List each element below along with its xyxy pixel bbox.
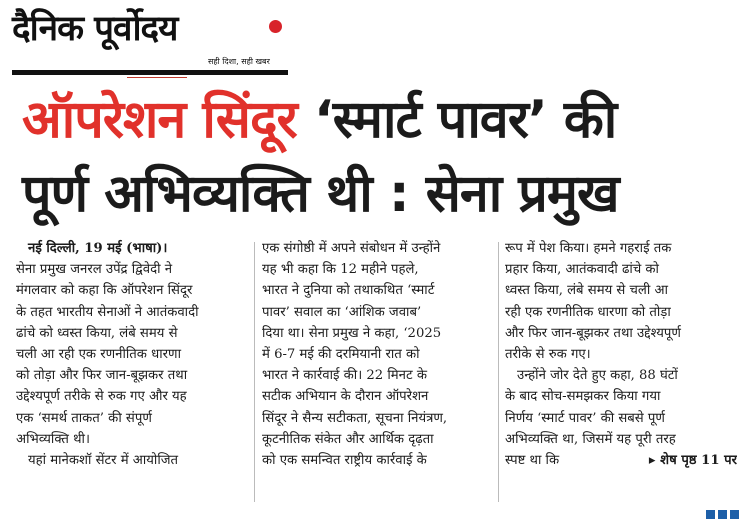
headline-line-2: पूर्ण अभिव्यक्ति थी : सेना प्रमुख: [22, 164, 619, 224]
article-column-2: [262, 238, 492, 471]
page-corner-marks: [703, 504, 739, 523]
corner-block: [730, 510, 739, 519]
article-line: अभिव्यक्ति थी।: [16, 431, 90, 447]
article-line: स्पष्ट था कि: [505, 453, 560, 469]
corner-block: [706, 510, 715, 519]
article-line: को एक समन्वित राष्ट्रीय कार्रवाई के: [262, 453, 427, 469]
newspaper-logo: दैनिक पूर्वोदय: [12, 9, 178, 49]
article-line: यह भी कहा कि 12 महीने पहले,: [262, 262, 419, 278]
article-line: और फिर जान-बूझकर तथा उद्देश्यपूर्ण: [505, 325, 681, 341]
article-line: के बाद सोच-समझकर किया गया: [505, 389, 661, 405]
article-line: ध्वस्त किया, लंबे समय से चली आ: [505, 283, 668, 299]
article-line: सटीक अभियान के दौरान ऑपरेशन: [262, 389, 429, 405]
column-divider: [254, 242, 255, 502]
article-line: प्रहार किया, आतंकवादी ढांचे को: [505, 262, 659, 278]
masthead-rule: [12, 70, 288, 75]
article-line: को तोड़ा और फिर जान-बूझकर तथा: [16, 368, 188, 384]
article-line: अभिव्यक्ति था, जिसमें यह पूरी तरह: [505, 431, 676, 447]
continued-on-page[interactable]: ▸ शेष पृष्ठ 11 पर: [648, 453, 737, 469]
headline-red-part: ऑपरेशन सिंदूर: [22, 90, 297, 150]
masthead: [12, 4, 290, 72]
article-line: उद्देश्यपूर्ण तरीके से रुक गए और यह: [16, 389, 187, 405]
article-line: में 6-7 मई की दरमियानी रात को: [262, 347, 420, 363]
article-line: सेना प्रमुख जनरल उपेंद्र द्विवेदी ने: [16, 262, 173, 278]
article-line: उन्होंने जोर देते हुए कहा, 88 घंटों: [517, 368, 678, 384]
article-column-3: [505, 238, 737, 471]
article-line: निर्णय ‘स्मार्ट पावर’ की सबसे पूर्ण: [505, 410, 665, 426]
article-column-1: [16, 238, 246, 471]
article-line: रही एक रणनीतिक धारणा को तोड़ा: [505, 304, 671, 320]
article-line: मंगलवार को कहा कि ऑपरेशन सिंदूर: [16, 283, 193, 299]
article-line: एक संगोष्ठी में अपने संबोधन में उन्होंने: [262, 241, 441, 256]
article-line: दिया था। सेना प्रमुख ने कहा, ‘2025: [262, 325, 442, 341]
article-line: यहां मानेकशॉ सेंटर में आयोजित: [28, 453, 179, 469]
article-line: भारत ने दुनिया को तथाकथित ‘स्मार्ट: [262, 283, 435, 299]
article-line: रूप में पेश किया। हमने गहराई तक: [505, 241, 672, 256]
article-line: पावर’ सवाल का ‘आंशिक जवाब’: [262, 304, 422, 320]
headline-line-1: [22, 90, 742, 150]
last-line: [505, 450, 737, 471]
column-divider: [498, 242, 499, 502]
headline-dark-part: ‘स्मार्ट पावर’ की: [313, 90, 617, 150]
logo-red-dot: [267, 18, 284, 35]
article-line: के तहत भारतीय सेनाओं ने आतंकवादी: [16, 304, 199, 320]
article-line: चली आ रही एक रणनीतिक धारणा: [16, 347, 181, 363]
article-line: सिंदूर ने सैन्य सटीकता, सूचना नियंत्रण,: [262, 410, 448, 426]
article-line: भारत ने कार्रवाई की। 22 मिनट के: [262, 368, 427, 384]
corner-block: [718, 510, 727, 519]
dateline: नई दिल्ली, 19 मई (भाषा)।: [28, 241, 168, 256]
article-line: कूटनीतिक संकेत और आर्थिक दृढ़ता: [262, 431, 434, 447]
article-line: ढांचे को ध्वस्त किया, लंबे समय से: [16, 325, 178, 341]
article-line: एक ‘समर्थ ताकत’ की संपूर्ण: [16, 410, 152, 426]
masthead-tagline: सही दिशा, सही खबर: [208, 57, 270, 66]
article-line: तरीके से रुक गए।: [505, 347, 591, 363]
masthead-red-rule: [127, 77, 187, 78]
